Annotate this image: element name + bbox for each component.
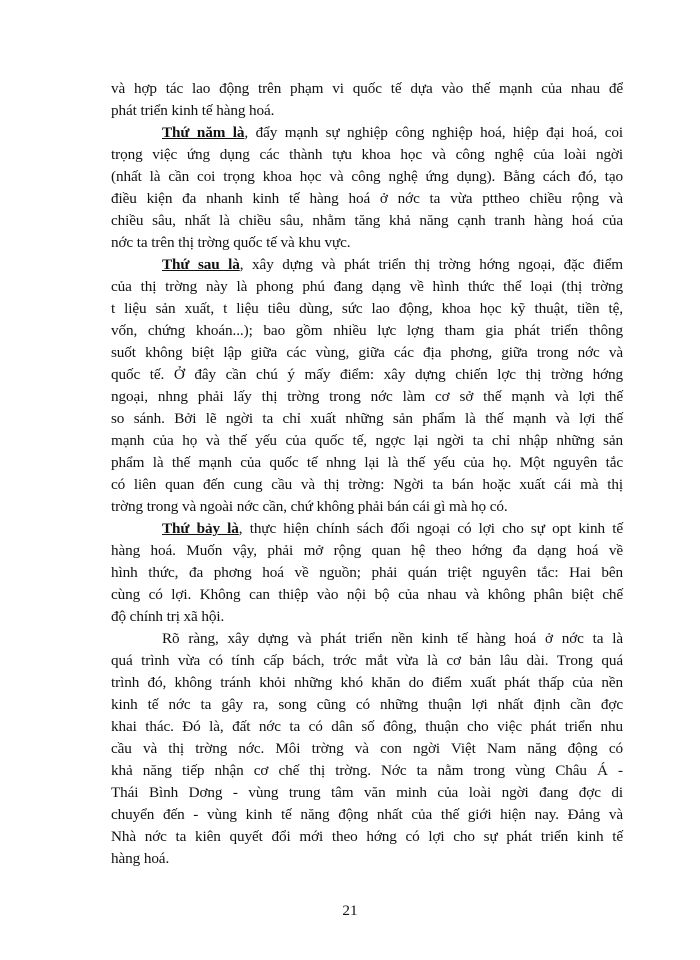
text-line: kinh tế nớc ta gây ra, song cũng có những thuận lợi nhất định cần đợc (111, 696, 623, 713)
text-line: nớc ta trên thị trờng quốc tế và khu vực. (111, 234, 351, 251)
text-line: cầu và thị trờng nớc. Môi trờng và con ngời Việt Nam năng động có (111, 740, 623, 757)
text-line: của thị trờng này là phong phú đang dạng về hình thức thể loại (thị trờng (111, 278, 623, 295)
text-line: hàng hoá. (111, 850, 170, 867)
text-line: phát triển kinh tế hàng hoá. (111, 102, 275, 119)
text-line: phẩm là thế mạnh của quốc tế nhng lại là thế yếu của họ. Một nguyên tắc (111, 454, 623, 471)
paragraph-lead: Thứ năm là (162, 124, 245, 141)
text-span: , đẩy mạnh sự nghiệp công nghiệp hoá, hiệp đại hoá, coi (244, 124, 624, 141)
text-line: cùng có lợi. Không can thiệp vào nội bộ của nhau và không phân biệt chế (111, 586, 623, 603)
text-line: vốn, chứng khoán...); bao gồm nhiều lực lợng tham gia phát triển thông (111, 322, 623, 339)
text-span: , thực hiện chính sách đối ngoại có lợi cho sự opt kinh tế (238, 520, 623, 537)
text-line: ngoại, nhng phải lấy thị trờng trong nớc làm cơ sở thế mạnh và lợi thế (111, 388, 623, 405)
text-line: trờng trong và ngoài nớc cần, chứ không phải bán cái gì mà họ có. (111, 498, 508, 515)
text-line: hàng hoá. Muốn vậy, phải mở rộng quan hệ theo hớng đa dạng hoá về (111, 542, 623, 559)
text-line: hình thức, đa phơng hoá về nguồn; phải quán triệt nguyên tắc: Hai bên (111, 564, 623, 581)
text-line (162, 254, 623, 276)
text-line: mạnh của họ và thế yếu của quốc tế, ngợc lại ngời ta chỉ nhập những sản (111, 432, 623, 449)
text-line: trọng việc ứng dụng các thành tựu khoa học và công nghệ của loài ngời (111, 146, 623, 163)
text-line: Rõ ràng, xây dựng và phát triển nền kinh tế hàng hoá ở nớc ta là (162, 630, 623, 647)
text-line: (nhất là cần coi trọng khoa học và công nghệ ứng dụng). Bằng cách đó, tạo (111, 168, 623, 185)
text-line: quốc tế. Ở đây cần chú ý mấy điểm: xây dựng chiến lợc thị trờng hớng (111, 366, 623, 383)
text-line: suốt không biệt lập giữa các vùng, giữa các địa phơng, giữa trong nớc và (111, 344, 623, 361)
text-line: có liên quan đến cung cầu và thị trờng: Ngời ta bán hoặc xuất cái mà thị (111, 476, 623, 493)
text-line (162, 518, 623, 540)
paragraph-lead: Thứ bảy là (162, 520, 239, 537)
text-line: trình đó, không tránh khỏi những khó khăn do điểm xuất phát thấp của nền (111, 674, 623, 691)
paragraph-lead: Thứ sau là (162, 256, 240, 273)
text-line (162, 122, 623, 144)
text-line: khai thác. Đó là, đất nớc ta có dân số đông, thuận cho việc phát triển nhu (111, 718, 623, 735)
page-number: 21 (342, 902, 358, 919)
text-line: so sánh. Bởi lẽ ngời ta chỉ xuất những sản phẩm là thế mạnh và lợi thế (111, 410, 623, 427)
text-line: và hợp tác lao động trên phạm vi quốc tế dựa vào thế mạnh của nhau để (111, 80, 623, 97)
text-line: Thái Bình Dơng - vùng trung tâm văn minh của loài ngời đang đợc di (111, 784, 623, 801)
text-line: chuyển đến - vùng kinh tế năng động nhất của thế giới hiện nay. Đảng và (111, 806, 623, 823)
text-span: , xây dựng và phát triển thị trờng hớng ngoại, đặc điểm (239, 256, 623, 273)
text-line: chiều sâu, nhất là chiều sâu, nhằm tăng khả năng cạnh tranh hàng hoá của (111, 212, 623, 229)
text-line: t liệu sản xuất, t liệu tiêu dùng, sức lao động, khoa học kỹ thuật, tiền tệ, (111, 300, 623, 317)
text-line: Nhà nớc ta kiên quyết đổi mới theo hớng có lợi cho sự phát triển kinh tế (111, 828, 623, 845)
text-line: điều kiện đa nhanh kinh tế hàng hoá ở nớc ta vừa pttheo chiều rộng và (111, 190, 623, 207)
text-line: quá trình vừa có tính cấp bách, trớc mắt vừa là cơ bản lâu dài. Trong quá (111, 652, 623, 669)
text-line: khả năng tiếp nhận cơ chế thị trờng. Nớc ta nằm trong vùng Châu Á - (111, 762, 623, 779)
text-line: độ chính trị xã hội. (111, 608, 225, 625)
